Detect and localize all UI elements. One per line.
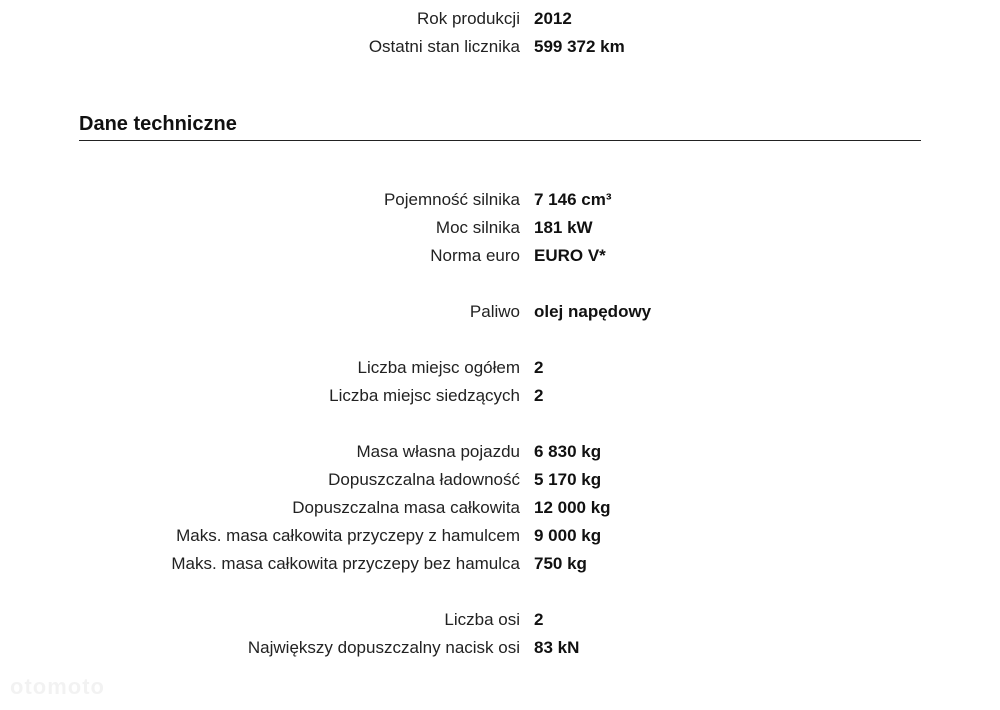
spec-value: EURO V* xyxy=(534,246,606,265)
watermark-logo: otomoto xyxy=(10,674,105,699)
spec-value: 83 kN xyxy=(534,638,580,657)
spec-value: olej napędowy xyxy=(534,302,652,321)
spec-row-seats-sitting xyxy=(0,382,1000,410)
spec-row-production-year xyxy=(0,5,1000,33)
spec-value: 2 xyxy=(534,358,544,377)
spec-row-curb-weight xyxy=(0,438,1000,466)
spec-value: 599 372 km xyxy=(534,37,625,56)
spec-label: Pojemność silnika xyxy=(383,190,520,209)
spec-label: Rok produkcji xyxy=(417,9,520,28)
spec-value: 6 830 kg xyxy=(534,442,602,461)
spec-row-payload xyxy=(0,466,1000,494)
spec-row-gross-weight xyxy=(0,494,1000,522)
spec-value: 750 kg xyxy=(534,554,587,573)
spec-row-fuel xyxy=(0,298,1000,326)
spec-value: 2012 xyxy=(534,9,572,28)
spec-label: Moc silnika xyxy=(435,218,520,237)
spec-value: 12 000 kg xyxy=(534,498,611,517)
spec-row-axle-count xyxy=(0,606,1000,634)
spec-label: Maks. masa całkowita przyczepy z hamulcem xyxy=(176,526,520,545)
spec-value: 2 xyxy=(534,610,544,629)
spec-value: 7 146 cm³ xyxy=(534,190,612,209)
spec-row-trailer-braked xyxy=(0,522,1000,550)
section-divider xyxy=(79,140,921,141)
spec-row-seats-total xyxy=(0,354,1000,382)
spec-label: Paliwo xyxy=(469,302,520,321)
spec-row-euro-norm xyxy=(0,242,1000,270)
spec-row-axle-load xyxy=(0,634,1000,662)
spec-label: Norma euro xyxy=(430,246,520,265)
spec-label: Liczba miejsc ogółem xyxy=(357,358,520,377)
spec-value: 2 xyxy=(534,386,544,405)
spec-row-engine-capacity xyxy=(0,186,1000,214)
spec-label: Liczba osi xyxy=(444,610,520,629)
spec-label: Dopuszczalna ładowność xyxy=(328,470,520,489)
section-title: Dane techniczne xyxy=(79,113,237,135)
spec-row-odometer xyxy=(0,33,1000,61)
spec-value: 5 170 kg xyxy=(534,470,602,489)
spec-row-trailer-unbraked xyxy=(0,550,1000,578)
spec-label: Maks. masa całkowita przyczepy bez hamulca xyxy=(171,554,520,573)
spec-value: 181 kW xyxy=(534,218,593,237)
spec-row-engine-power xyxy=(0,214,1000,242)
spec-label: Masa własna pojazdu xyxy=(356,442,520,461)
spec-value: 9 000 kg xyxy=(534,526,602,545)
spec-label: Dopuszczalna masa całkowita xyxy=(292,498,520,517)
spec-label: Największy dopuszczalny nacisk osi xyxy=(247,638,520,657)
spec-label: Ostatni stan licznika xyxy=(368,37,520,56)
spec-label: Liczba miejsc siedzących xyxy=(329,386,520,405)
